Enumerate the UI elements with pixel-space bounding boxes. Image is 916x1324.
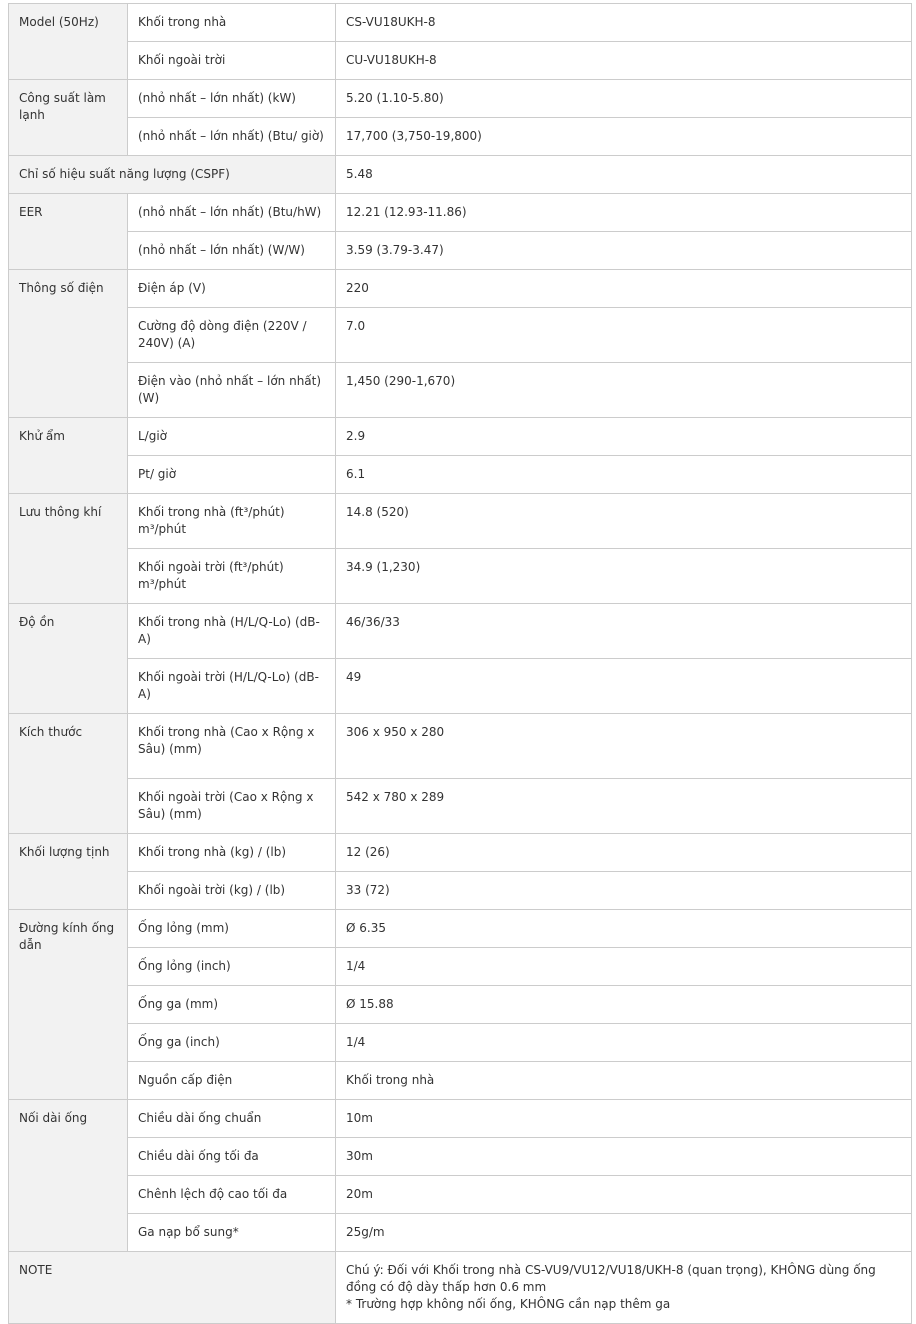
value-cell: 20m bbox=[336, 1176, 912, 1214]
sub-label: Ống ga (mm) bbox=[128, 986, 336, 1024]
table-row bbox=[9, 1100, 912, 1138]
sub-label: Khối ngoài trời (H/L/Q-Lo) (dB-A) bbox=[128, 659, 336, 714]
value-cell: 14.8 (520) bbox=[336, 494, 912, 549]
sub-label: Khối ngoài trời (ft³/phút) m³/phút bbox=[128, 549, 336, 604]
table-row bbox=[9, 1176, 912, 1214]
value-cell: CU-VU18UKH-8 bbox=[336, 42, 912, 80]
sub-label: Khối ngoài trời (kg) / (lb) bbox=[128, 872, 336, 910]
table-row bbox=[9, 910, 912, 948]
value-cell: Khối trong nhà bbox=[336, 1062, 912, 1100]
group-label-extension: Nối dài ống bbox=[9, 1100, 128, 1252]
table-row bbox=[9, 714, 912, 779]
value-cell: 3.59 (3.79-3.47) bbox=[336, 232, 912, 270]
table-row bbox=[9, 1252, 912, 1324]
group-label-noise: Độ ồn bbox=[9, 604, 128, 714]
sub-label: (nhỏ nhất – lớn nhất) (Btu/hW) bbox=[128, 194, 336, 232]
value-cell: 46/36/33 bbox=[336, 604, 912, 659]
note-line-1: Chú ý: Đối với Khối trong nhà CS-VU9/VU12/VU18/UKH-8 (quan trọng), KHÔNG dùng ống đồng có độ dày thấp hơn 0.6 mm bbox=[346, 1263, 876, 1294]
value-cell: 12 (26) bbox=[336, 834, 912, 872]
value-cell: Ø 6.35 bbox=[336, 910, 912, 948]
sub-label: Điện vào (nhỏ nhất – lớn nhất) (W) bbox=[128, 363, 336, 418]
table-row bbox=[9, 232, 912, 270]
value-cell: 1,450 (290-1,670) bbox=[336, 363, 912, 418]
value-cell: 25g/m bbox=[336, 1214, 912, 1252]
value-cell: 1/4 bbox=[336, 948, 912, 986]
value-cell: 2.9 bbox=[336, 418, 912, 456]
table-row bbox=[9, 948, 912, 986]
table-row bbox=[9, 1024, 912, 1062]
sub-label: Điện áp (V) bbox=[128, 270, 336, 308]
sub-label: Khối trong nhà (H/L/Q-Lo) (dB-A) bbox=[128, 604, 336, 659]
group-label-pipe: Đường kính ống dẫn bbox=[9, 910, 128, 1100]
table-row bbox=[9, 308, 912, 363]
value-cell: 30m bbox=[336, 1138, 912, 1176]
table-row bbox=[9, 363, 912, 418]
table-row bbox=[9, 779, 912, 834]
table-row bbox=[9, 42, 912, 80]
table-row bbox=[9, 270, 912, 308]
value-cell: 1/4 bbox=[336, 1024, 912, 1062]
value-cell: 5.20 (1.10-5.80) bbox=[336, 80, 912, 118]
table-row bbox=[9, 118, 912, 156]
table-row bbox=[9, 1062, 912, 1100]
table-row bbox=[9, 659, 912, 714]
value-cell: 49 bbox=[336, 659, 912, 714]
sub-label: Chênh lệch độ cao tối đa bbox=[128, 1176, 336, 1214]
table-row bbox=[9, 604, 912, 659]
note-cell bbox=[336, 1252, 912, 1324]
group-label-airflow: Lưu thông khí bbox=[9, 494, 128, 604]
value-cell: 6.1 bbox=[336, 456, 912, 494]
table-row bbox=[9, 494, 912, 549]
sub-label: Ống ga (inch) bbox=[128, 1024, 336, 1062]
table-row bbox=[9, 986, 912, 1024]
table-row bbox=[9, 549, 912, 604]
sub-label: Ống lỏng (mm) bbox=[128, 910, 336, 948]
sub-label: Khối ngoài trời (Cao x Rộng x Sâu) (mm) bbox=[128, 779, 336, 834]
value-cell: 17,700 (3,750-19,800) bbox=[336, 118, 912, 156]
value-cell: CS-VU18UKH-8 bbox=[336, 4, 912, 42]
value-cell: 542 x 780 x 289 bbox=[336, 779, 912, 834]
table-row bbox=[9, 834, 912, 872]
value-cell: 220 bbox=[336, 270, 912, 308]
sub-label: Ga nạp bổ sung* bbox=[128, 1214, 336, 1252]
table-row bbox=[9, 1214, 912, 1252]
value-cell: 33 (72) bbox=[336, 872, 912, 910]
group-label-cspf: Chỉ số hiệu suất năng lượng (CSPF) bbox=[9, 156, 336, 194]
group-label-weight: Khối lượng tịnh bbox=[9, 834, 128, 910]
sub-label: (nhỏ nhất – lớn nhất) (kW) bbox=[128, 80, 336, 118]
group-label-eer: EER bbox=[9, 194, 128, 270]
table-row bbox=[9, 872, 912, 910]
sub-label: Pt/ giờ bbox=[128, 456, 336, 494]
sub-label: Nguồn cấp điện bbox=[128, 1062, 336, 1100]
sub-label: Khối trong nhà (ft³/phút) m³/phút bbox=[128, 494, 336, 549]
value-cell: 12.21 (12.93-11.86) bbox=[336, 194, 912, 232]
group-label-electrical: Thông số điện bbox=[9, 270, 128, 418]
group-label-dimensions: Kích thước bbox=[9, 714, 128, 834]
group-label-model: Model (50Hz) bbox=[9, 4, 128, 80]
sub-label: L/giờ bbox=[128, 418, 336, 456]
value-cell: 10m bbox=[336, 1100, 912, 1138]
value-cell: 306 x 950 x 280 bbox=[336, 714, 912, 779]
table-row bbox=[9, 1138, 912, 1176]
value-cell: 7.0 bbox=[336, 308, 912, 363]
spec-table bbox=[8, 3, 912, 1324]
sub-label: Ống lỏng (inch) bbox=[128, 948, 336, 986]
group-label-cooling: Công suất làm lạnh bbox=[9, 80, 128, 156]
sub-label: Khối ngoài trời bbox=[128, 42, 336, 80]
table-row bbox=[9, 4, 912, 42]
sub-label: Cường độ dòng điện (220V / 240V) (A) bbox=[128, 308, 336, 363]
value-cell: 5.48 bbox=[336, 156, 912, 194]
group-label-note: NOTE bbox=[9, 1252, 336, 1324]
table-row bbox=[9, 456, 912, 494]
sub-label: Chiều dài ống tối đa bbox=[128, 1138, 336, 1176]
table-row bbox=[9, 194, 912, 232]
sub-label: Khối trong nhà (kg) / (lb) bbox=[128, 834, 336, 872]
sub-label: Chiều dài ống chuẩn bbox=[128, 1100, 336, 1138]
table-row bbox=[9, 418, 912, 456]
table-row bbox=[9, 80, 912, 118]
sub-label: (nhỏ nhất – lớn nhất) (Btu/ giờ) bbox=[128, 118, 336, 156]
sub-label: Khối trong nhà (Cao x Rộng x Sâu) (mm) bbox=[128, 714, 336, 779]
note-line-2: * Trường hợp không nối ống, KHÔNG cần nạp thêm ga bbox=[346, 1297, 671, 1311]
value-cell: 34.9 (1,230) bbox=[336, 549, 912, 604]
group-label-dehumid: Khử ẩm bbox=[9, 418, 128, 494]
table-row bbox=[9, 156, 912, 194]
value-cell: Ø 15.88 bbox=[336, 986, 912, 1024]
sub-label: (nhỏ nhất – lớn nhất) (W/W) bbox=[128, 232, 336, 270]
sub-label: Khối trong nhà bbox=[128, 4, 336, 42]
